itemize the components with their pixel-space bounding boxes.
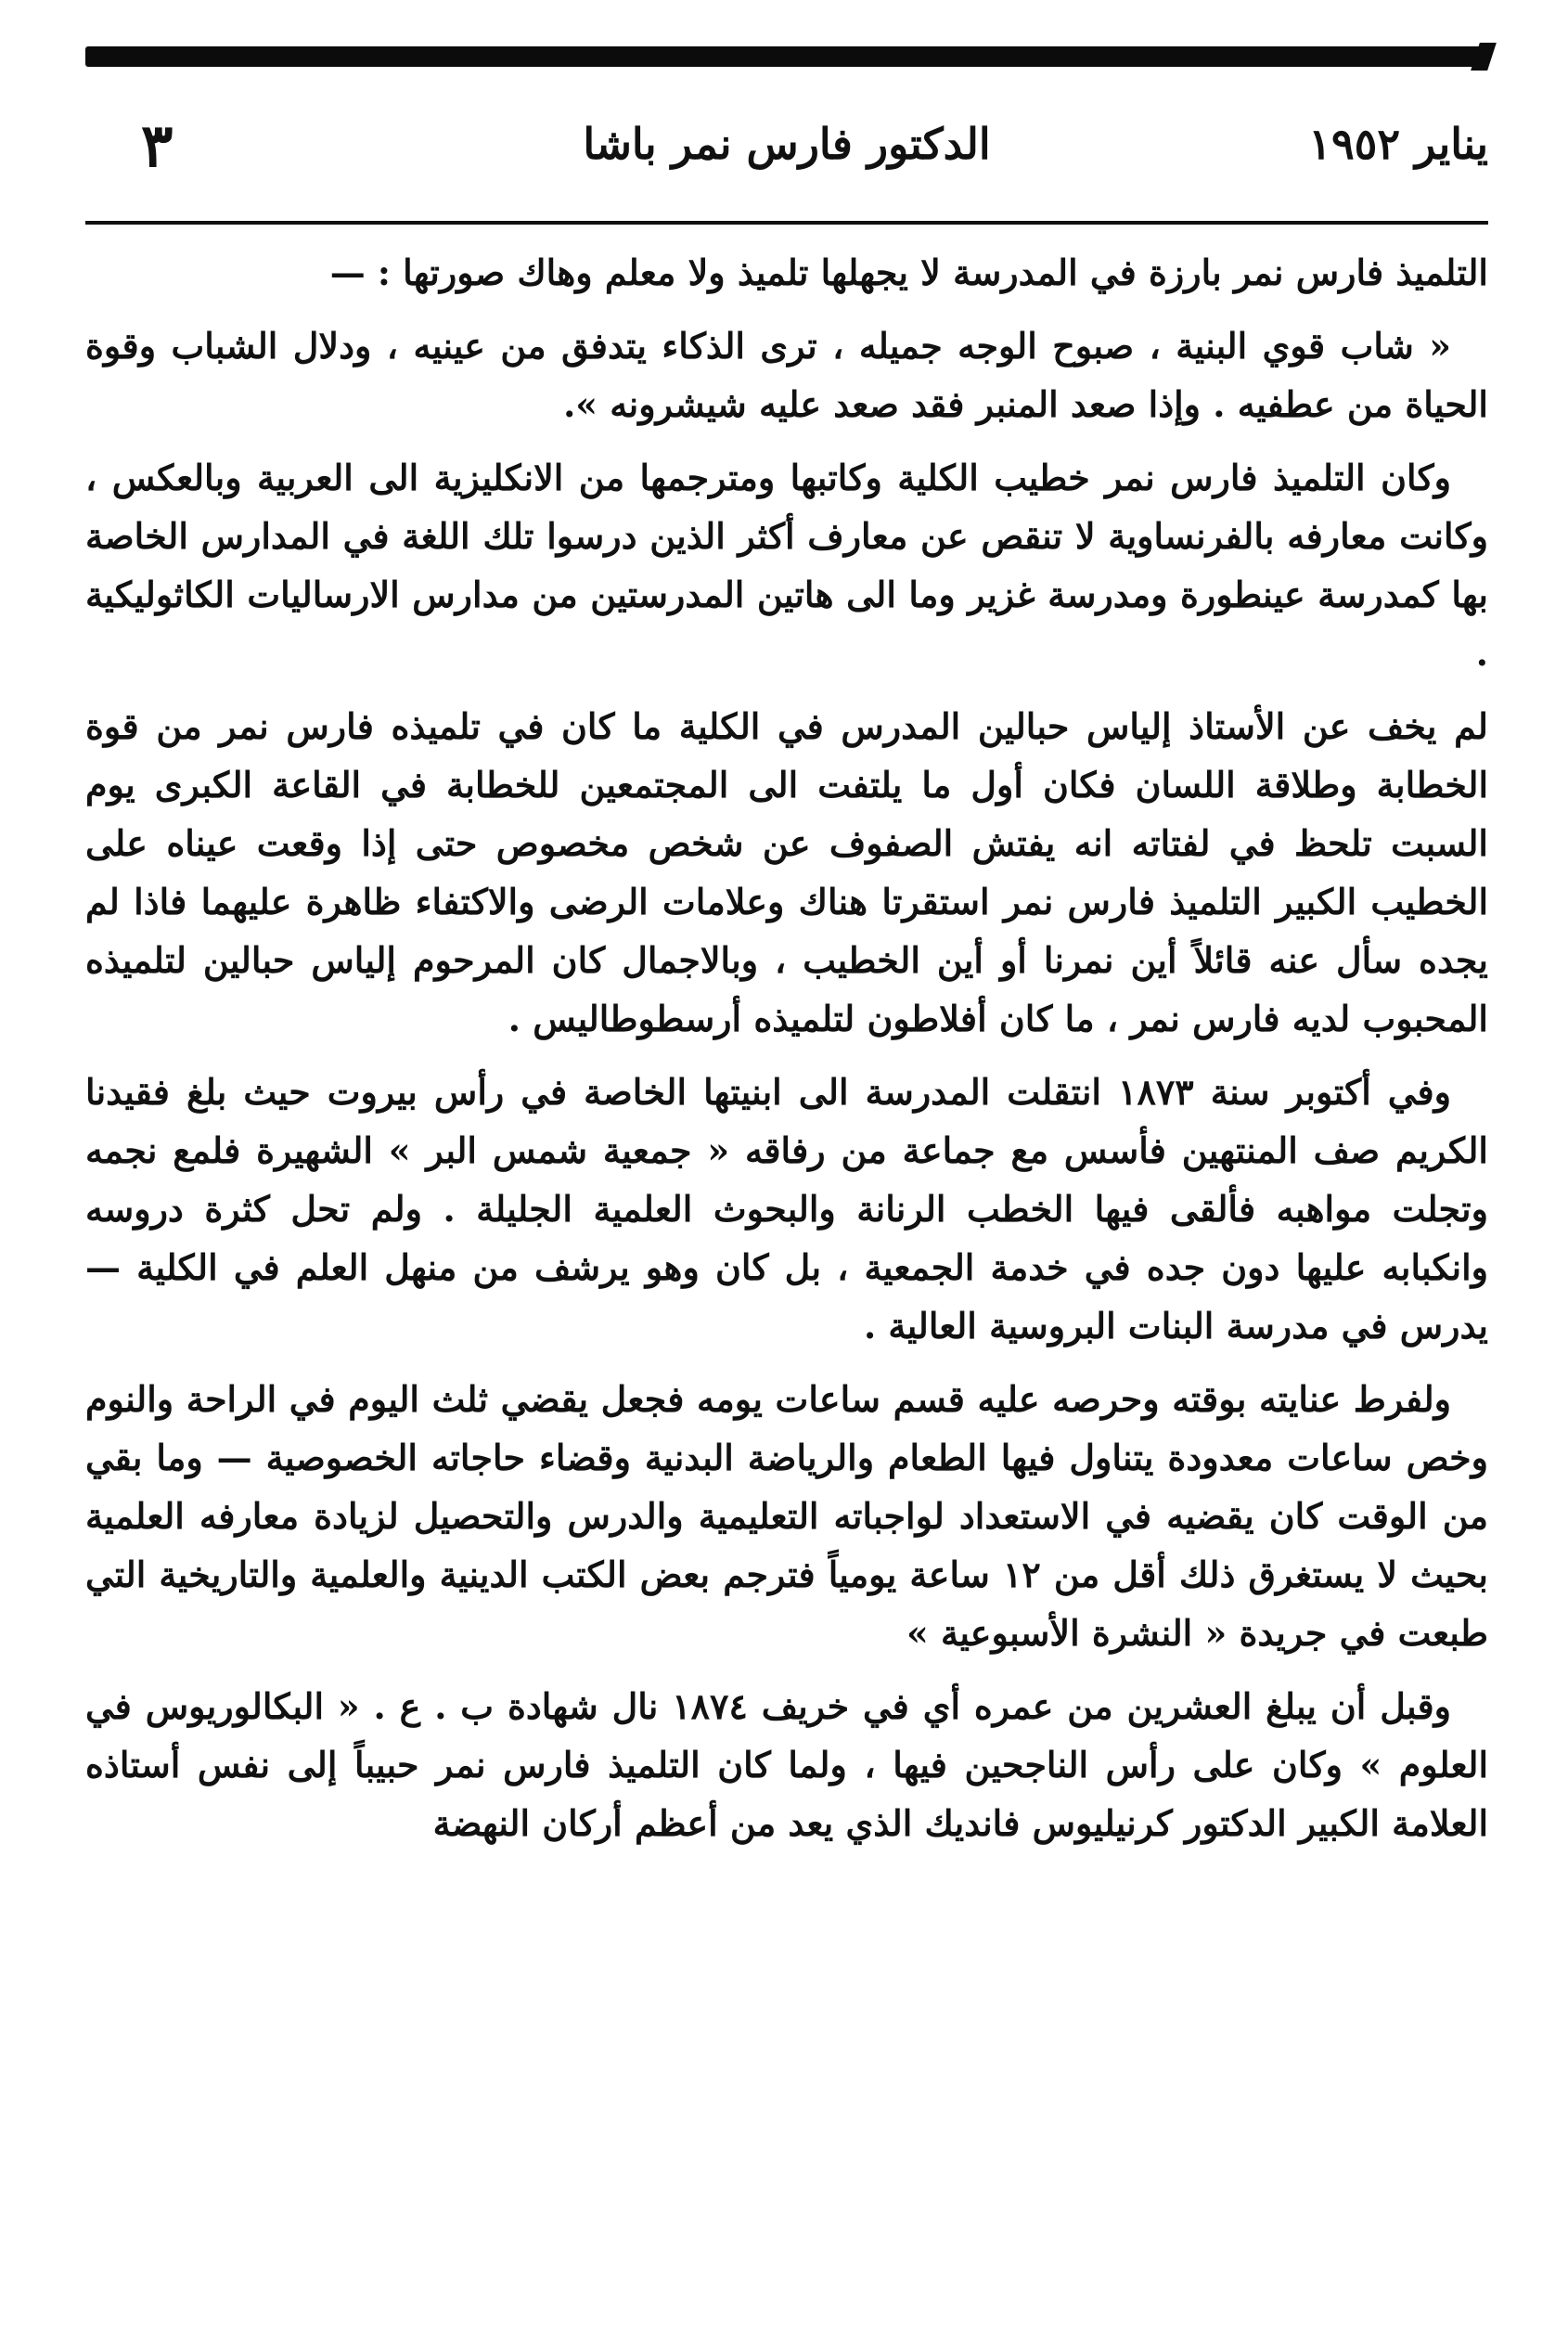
paragraph: التلميذ فارس نمر بارزة في المدرسة لا يجهلها تلميذ ولا معلم وهاك صورتها : —: [329, 251, 1488, 293]
running-header: [85, 111, 1488, 186]
header-title: الدكتور فارس نمر باشا: [583, 119, 991, 169]
header-date: يناير ١٩٥٢: [1308, 119, 1488, 169]
paragraph: وفي أكتوبر سنة ١٨٧٣ انتقلت المدرسة الى ابنيتها الخاصة في رأس بيروت حيث بلغ فقيدنا الكريم صف المنتهين فأسس مع جماعة من رفاقه « جمعية شمس البر » الشهيرة فلمع نجمه وتجلت مواهبه فألقى فيها الخطب الرنانة والبحوث العلمية الجليلة . ولم تحل كثرة دروسه وانكبابه عليها دون جده في خدمة الجمعية ، بل كان وهو يرشف من منهل العلم في الكلية — يدرس في مدرسة البنات البروسية العالية .: [85, 1071, 1488, 1347]
article-body: [85, 243, 1488, 1867]
paragraph: « شاب قوي البنية ، صبوح الوجه جميله ، ترى الذكاء يتدفق من عينيه ، ودلال الشباب وقوة الحياة من عطفيه . وإذا صعد المنبر فقد صعد عليه شيشرونه ».: [85, 325, 1488, 425]
top-heavy-rule: [85, 46, 1488, 67]
paragraph: وقبل أن يبلغ العشرين من عمره أي في خريف ١٨٧٤ نال شهادة ب . ع . « البكالوريوس في العلوم » وكان على رأس الناجحين فيها ، ولما كان التلميذ فارس نمر حبيباً إلى نفس أستاذه العلامة الكبير الدكتور كرنيليوس فانديك الذي يعد من أعظم أركان النهضة: [85, 1685, 1488, 1844]
paragraph: ولفرط عنايته بوقته وحرصه عليه قسم ساعات يومه فجعل يقضي ثلث اليوم في الراحة والنوم وخص ساعات معدودة يتناول فيها الطعام والرياضة البدنية وقضاء حاجاته الخصوصية — وما بقي من الوقت كان يقضيه في الاستعداد لواجباته التعليمية والدرس والتحصيل لزيادة معارفه العلمية بحيث لا يستغرق ذلك أقل من ١٢ ساعة يومياً فترجم بعض الكتب الدينية والعلمية والتاريخية التي طبعت في جريدة « النشرة الأسبوعية »: [85, 1378, 1488, 1654]
paragraph: وكان التلميذ فارس نمر خطيب الكلية وكاتبها ومترجمها من الانكليزية الى العربية وبالعكس ، وكانت معارفه بالفرنساوية لا تنقص عن معارف أكثر الذين درسوا تلك اللغة في المدارس الخاصة بها كمدرسة عينطورة ومدرسة غزير وما الى هاتين المدرستين من مدارس الارساليات الكاثوليكية .: [85, 457, 1488, 674]
header-rule: [85, 221, 1488, 225]
page-number: ٣: [141, 111, 174, 181]
paragraph: لم يخف عن الأستاذ إلياس حبالين المدرس في الكلية ما كان في تلميذه فارس نمر من قوة الخطابة وطلاقة اللسان فكان أول ما يلتفت الى المجتمعين للخطابة في القاعة الكبرى يوم السبت تلحظ في لفتاته انه يفتش الصفوف عن شخص مخصوص حتى إذا وقعت عيناه على الخطيب الكبير التلميذ فارس نمر استقرتا هناك وعلامات الرضى والاكتفاء ظاهرة عليهما فاذا لم يجده سأل عنه قائلاً أين نمرنا أو أين الخطيب ، وبالاجمال كان المرحوم إلياس حبالين لتلميذه المحبوب لديه فارس نمر ، ما كان أفلاطون لتلميذه أرسطوطاليس .: [85, 705, 1488, 1039]
